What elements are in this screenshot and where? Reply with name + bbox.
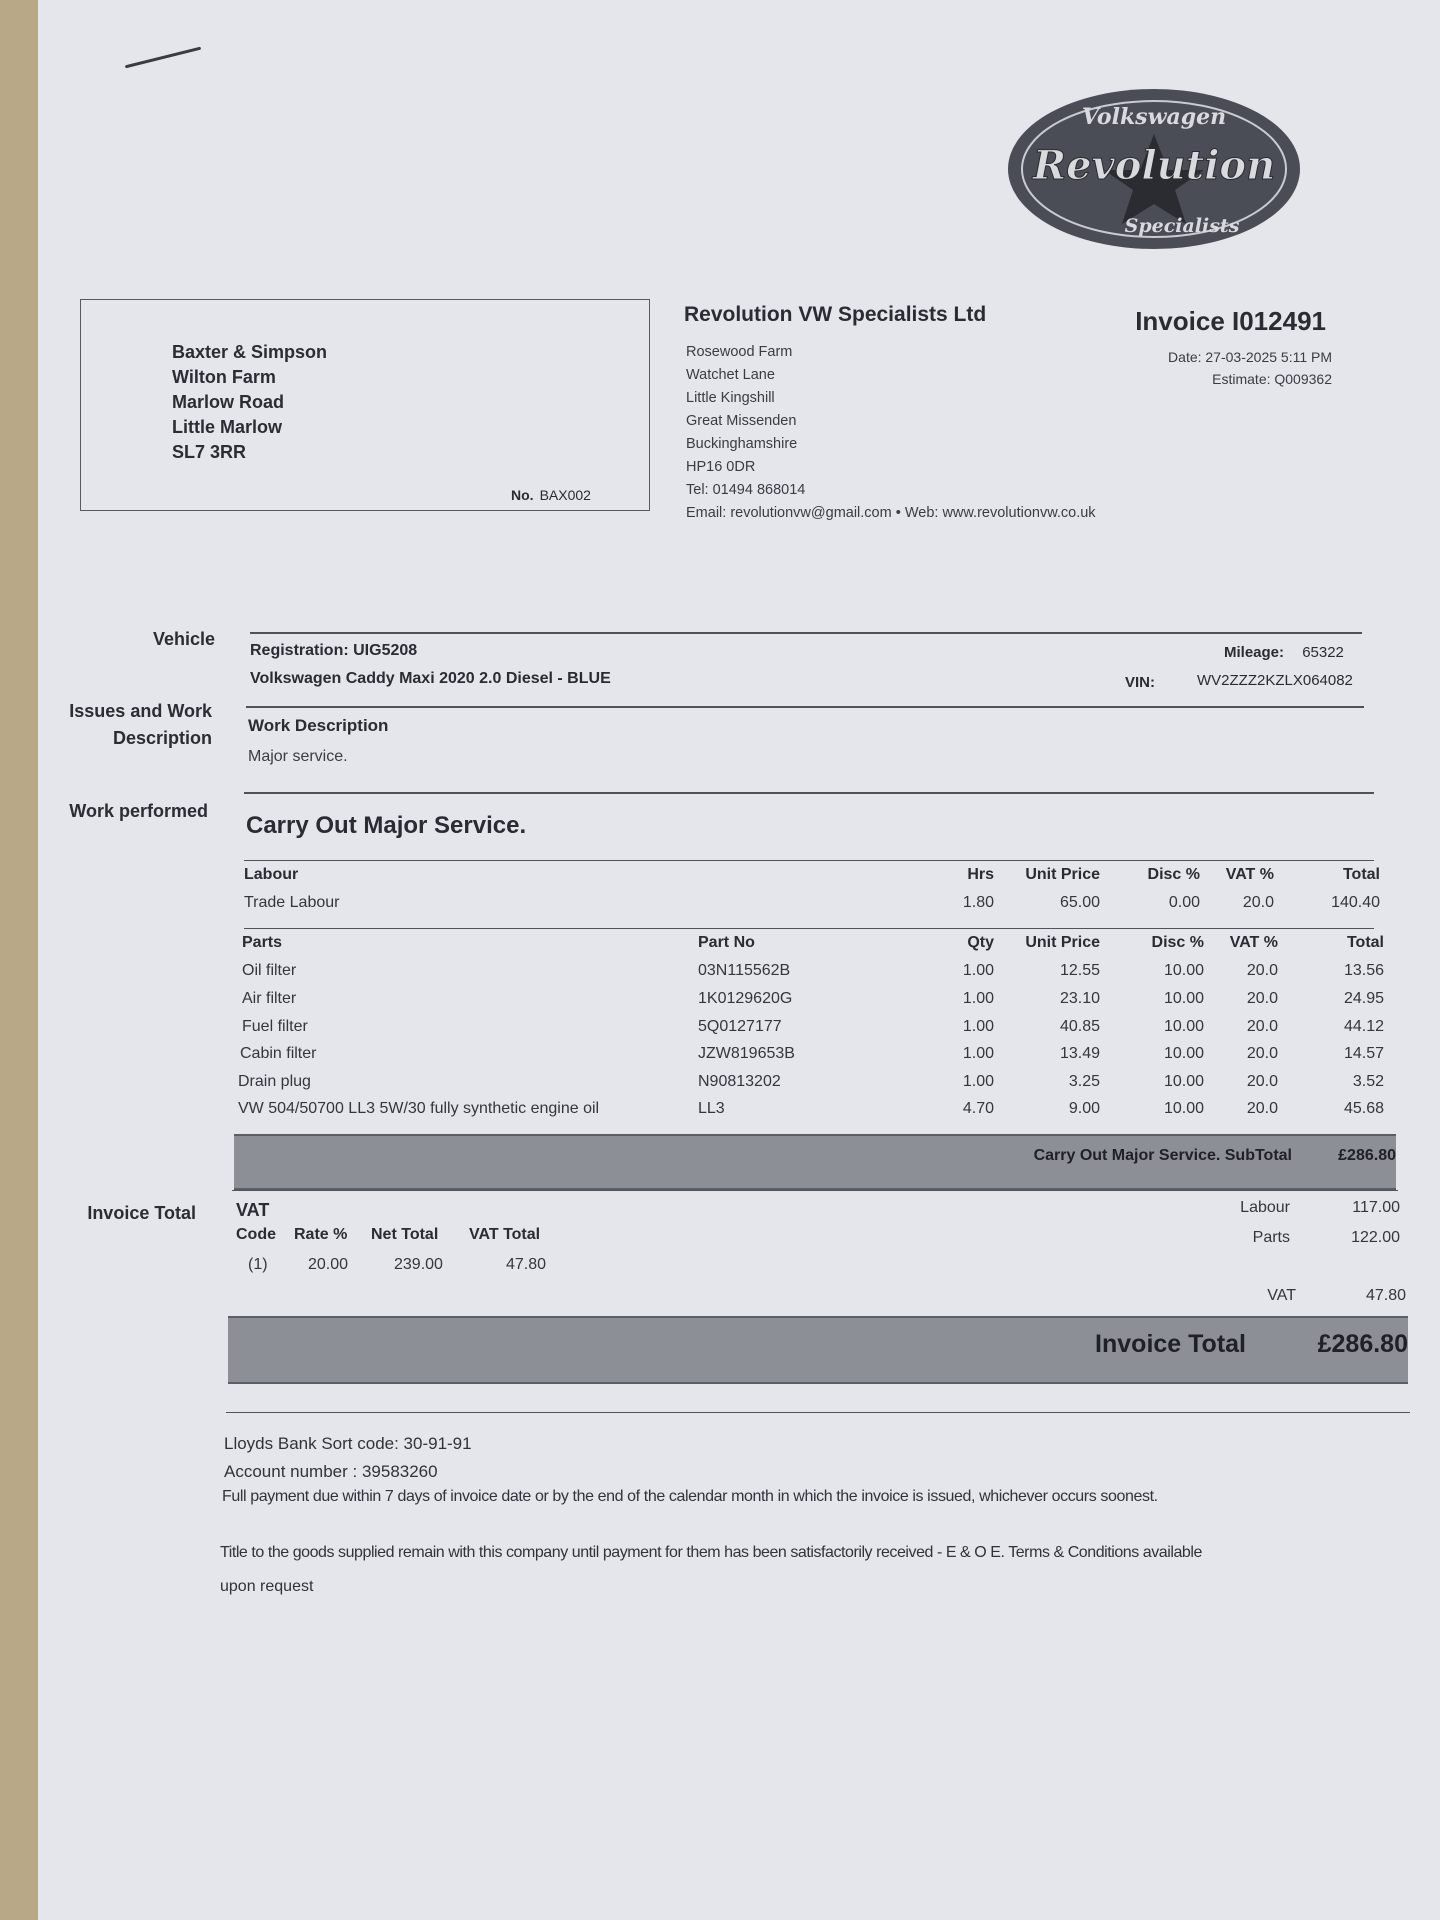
summary-parts-value: 122.00 bbox=[1351, 1229, 1400, 1246]
issues-label-line: Description bbox=[112, 728, 212, 748]
labour-header-hrs: Hrs bbox=[967, 866, 994, 883]
part-unit: 13.49 bbox=[1059, 1045, 1100, 1062]
vehicle-model: Volkswagen Caddy Maxi 2020 2.0 Diesel - BLUE bbox=[250, 670, 611, 687]
subtotal-value: £286.80 bbox=[1338, 1147, 1396, 1164]
parts-header-unit: Unit Price bbox=[1025, 934, 1100, 951]
labour-top-rule bbox=[244, 860, 1374, 861]
vat-header-vat: VAT Total bbox=[469, 1226, 541, 1243]
parts-header-vat: VAT % bbox=[1229, 934, 1278, 951]
work-title: Carry Out Major Service. bbox=[246, 812, 527, 839]
footer-bank: Lloyds Bank Sort code: 30-91-91 bbox=[224, 1434, 472, 1453]
vehicle-top-rule bbox=[250, 632, 1362, 634]
company-email-web: Email: revolutionvw@gmail.com • Web: www.revolutionvw.co.uk bbox=[686, 505, 1096, 521]
vat-header-rate: Rate % bbox=[294, 1226, 348, 1243]
work-description-heading: Work Description bbox=[248, 716, 389, 735]
customer-line: Marlow Road bbox=[172, 392, 285, 412]
part-desc: VW 504/50700 LL3 5W/30 fully synthetic engine oil bbox=[238, 1100, 600, 1117]
vat-header-code: Code bbox=[236, 1226, 276, 1243]
account-label: No. bbox=[511, 487, 534, 503]
subtotal-bottom-rule bbox=[232, 1190, 1398, 1191]
labour-header-vat: VAT % bbox=[1225, 866, 1274, 883]
labour-hrs: 1.80 bbox=[962, 894, 994, 911]
labour-header-unit: Unit Price bbox=[1025, 866, 1100, 883]
company-address-line: Watchet Lane bbox=[686, 367, 775, 383]
part-qty: 1.00 bbox=[962, 1045, 994, 1062]
labour-total: 140.40 bbox=[1331, 894, 1380, 911]
invoice-date: Date: 27-03-2025 5:11 PM bbox=[1168, 349, 1332, 365]
summary-vat-value: 47.80 bbox=[1365, 1287, 1406, 1304]
invoice-paper bbox=[38, 0, 1440, 1920]
footer-title-terms-line1: Title to the goods supplied remain with this company until payment for them has been satisfactorily received - E & O E. Terms & Conditions available bbox=[220, 1544, 1202, 1561]
customer-line: Little Marlow bbox=[172, 417, 283, 437]
vat-header-net: Net Total bbox=[371, 1226, 439, 1243]
company-address bbox=[686, 341, 1096, 525]
work-performed-label: Work performed bbox=[69, 801, 208, 821]
part-disc: 10.00 bbox=[1163, 990, 1204, 1007]
part-unit: 23.10 bbox=[1059, 990, 1100, 1007]
company-name: Revolution VW Specialists Ltd bbox=[684, 303, 987, 326]
part-qty: 4.70 bbox=[962, 1100, 994, 1117]
parts-header-disc: Disc % bbox=[1151, 934, 1204, 951]
mileage bbox=[1224, 644, 1344, 661]
customer-line: SL7 3RR bbox=[172, 442, 247, 462]
vehicle-label: Vehicle bbox=[152, 629, 215, 649]
invoice-meta bbox=[1168, 346, 1332, 390]
part-disc: 10.00 bbox=[1163, 962, 1204, 979]
customer-account bbox=[511, 487, 591, 503]
footer-top-rule bbox=[226, 1412, 1410, 1413]
vat-code: (1) bbox=[248, 1256, 268, 1273]
company-address-line: HP16 0DR bbox=[686, 459, 756, 475]
part-disc: 10.00 bbox=[1163, 1018, 1204, 1035]
company-address-line: Buckinghamshire bbox=[686, 436, 798, 452]
invoice-total-final-value: £286.80 bbox=[1317, 1330, 1408, 1358]
part-vat: 20.0 bbox=[1246, 1073, 1278, 1090]
parts-header-qty: Qty bbox=[967, 934, 994, 951]
labour-header-disc: Disc % bbox=[1147, 866, 1200, 883]
invoice-total-final-label: Invoice Total bbox=[1095, 1330, 1246, 1358]
labour-unit: 65.00 bbox=[1059, 894, 1100, 911]
customer-address-box bbox=[80, 299, 650, 511]
part-total: 24.95 bbox=[1343, 990, 1384, 1007]
part-qty: 1.00 bbox=[962, 962, 994, 979]
part-desc: Oil filter bbox=[242, 962, 297, 979]
vat-total: 47.80 bbox=[506, 1256, 547, 1273]
vat-net: 239.00 bbox=[394, 1256, 443, 1273]
part-unit: 12.55 bbox=[1059, 962, 1100, 979]
part-disc: 10.00 bbox=[1163, 1073, 1204, 1090]
labour-header-total: Total bbox=[1342, 866, 1380, 883]
subtotal-label: Carry Out Major Service. SubTotal bbox=[1033, 1147, 1292, 1164]
part-total: 14.57 bbox=[1343, 1045, 1384, 1062]
part-qty: 1.00 bbox=[962, 1018, 994, 1035]
part-disc: 10.00 bbox=[1163, 1045, 1204, 1062]
summary-parts-label: Parts bbox=[1252, 1229, 1290, 1246]
part-unit: 40.85 bbox=[1059, 1018, 1100, 1035]
parts-header-partno: Part No bbox=[698, 934, 755, 951]
customer-address bbox=[172, 340, 327, 465]
vin-label: VIN: bbox=[1125, 674, 1155, 691]
part-qty: 1.00 bbox=[962, 1073, 994, 1090]
invoice-title: Invoice I012491 bbox=[1135, 306, 1326, 336]
summary-labour-label: Labour bbox=[1240, 1199, 1290, 1216]
part-number: 1K0129620G bbox=[698, 990, 793, 1007]
parts-top-rule bbox=[244, 928, 1374, 929]
part-total: 44.12 bbox=[1343, 1018, 1384, 1035]
vat-rate: 20.00 bbox=[308, 1256, 349, 1273]
part-vat: 20.0 bbox=[1246, 962, 1278, 979]
part-desc: Drain plug bbox=[238, 1073, 311, 1090]
issues-label bbox=[69, 698, 212, 752]
part-vat: 20.0 bbox=[1246, 990, 1278, 1007]
mileage-label: Mileage: bbox=[1224, 644, 1285, 661]
customer-line: Baxter & Simpson bbox=[172, 342, 328, 362]
company-address-line: Rosewood Farm bbox=[686, 344, 793, 360]
footer-account: Account number : 39583260 bbox=[224, 1462, 438, 1481]
part-desc: Cabin filter bbox=[240, 1045, 317, 1062]
part-number: 5Q0127177 bbox=[698, 1018, 782, 1035]
company-tel: Tel: 01494 868014 bbox=[686, 482, 806, 498]
invoice-estimate: Estimate: Q009362 bbox=[1212, 371, 1332, 387]
company-address-line: Great Missenden bbox=[686, 413, 797, 429]
parts-header-total: Total bbox=[1346, 934, 1384, 951]
part-number: JZW819653B bbox=[698, 1045, 795, 1062]
vat-heading: VAT bbox=[236, 1200, 270, 1220]
part-number: N90813202 bbox=[698, 1073, 781, 1090]
issues-label-line: Issues and Work bbox=[69, 701, 212, 721]
part-unit: 9.00 bbox=[1068, 1100, 1100, 1117]
part-vat: 20.0 bbox=[1246, 1045, 1278, 1062]
company-address-line: Little Kingshill bbox=[686, 390, 775, 406]
part-number: 03N115562B bbox=[698, 962, 791, 979]
vin-value: WV2ZZZ2KZLX064082 bbox=[1197, 672, 1353, 689]
summary-vat-label: VAT bbox=[1267, 1287, 1296, 1304]
mileage-value: 65322 bbox=[1302, 644, 1344, 661]
labour-desc: Trade Labour bbox=[244, 894, 340, 911]
customer-line: Wilton Farm bbox=[172, 367, 276, 387]
logo-text-bottom: Specialists bbox=[1124, 215, 1240, 237]
part-vat: 20.0 bbox=[1246, 1100, 1278, 1117]
part-desc: Air filter bbox=[242, 990, 297, 1007]
part-number: LL3 bbox=[698, 1100, 725, 1117]
parts-header-desc: Parts bbox=[242, 934, 283, 951]
work-description-text: Major service. bbox=[248, 748, 348, 765]
part-desc: Fuel filter bbox=[242, 1018, 308, 1035]
part-vat: 20.0 bbox=[1246, 1018, 1278, 1035]
part-unit: 3.25 bbox=[1068, 1073, 1100, 1090]
account-number: BAX002 bbox=[539, 487, 591, 503]
part-total: 3.52 bbox=[1352, 1073, 1384, 1090]
part-qty: 1.00 bbox=[962, 990, 994, 1007]
footer-payment-terms: Full payment due within 7 days of invoice date or by the end of the calendar month in which the invoice is issued, whichever occurs soonest. bbox=[222, 1488, 1158, 1505]
issues-bottom-rule bbox=[244, 792, 1374, 794]
summary-labour-value: 117.00 bbox=[1352, 1199, 1400, 1216]
labour-disc: 0.00 bbox=[1168, 894, 1200, 911]
footer-title-terms-line2: upon request bbox=[220, 1578, 314, 1595]
vehicle-registration: Registration: UIG5208 bbox=[250, 642, 418, 659]
labour-vat: 20.0 bbox=[1242, 894, 1274, 911]
logo-text-top: Volkswagen bbox=[1081, 104, 1227, 130]
logo-text-middle: Revolution bbox=[1032, 142, 1276, 189]
company-logo bbox=[1004, 86, 1304, 252]
part-total: 45.68 bbox=[1343, 1100, 1384, 1117]
labour-header-desc: Labour bbox=[244, 866, 299, 883]
part-total: 13.56 bbox=[1343, 962, 1384, 979]
vehicle-bottom-rule bbox=[246, 706, 1364, 708]
invoice-total-label: Invoice Total bbox=[87, 1203, 196, 1223]
part-disc: 10.00 bbox=[1163, 1100, 1204, 1117]
